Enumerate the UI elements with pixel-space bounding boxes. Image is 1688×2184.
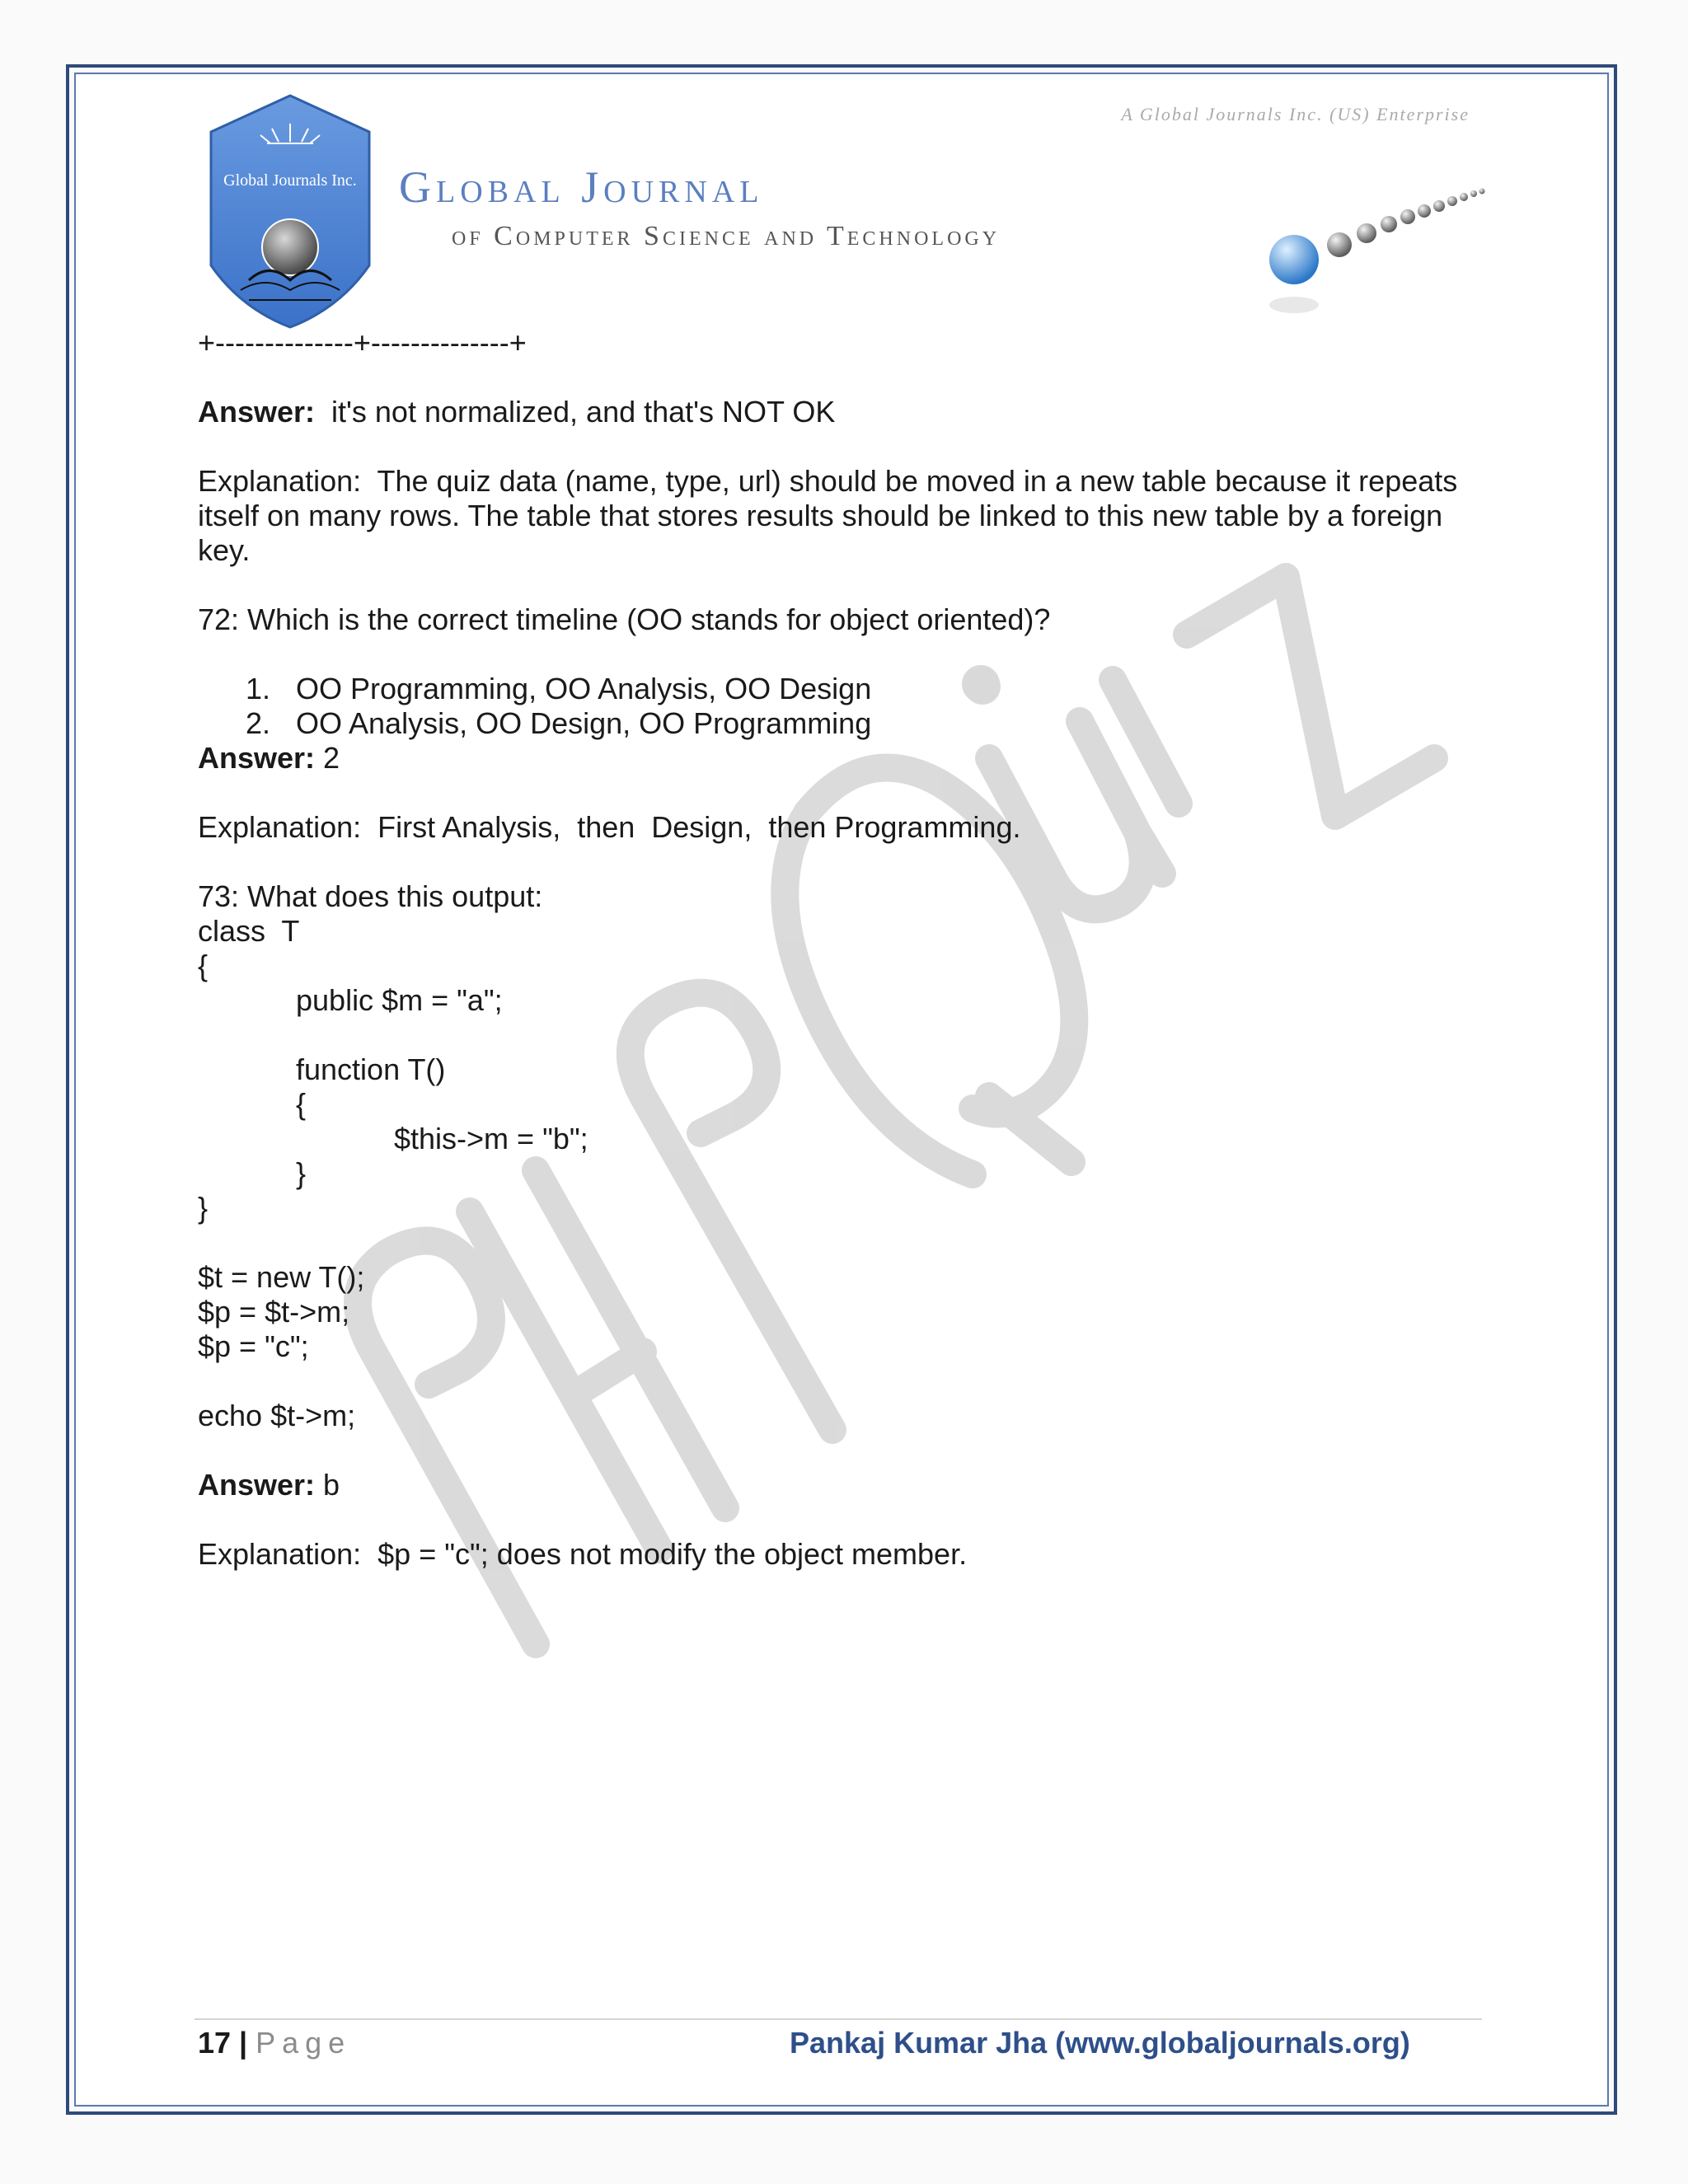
page-separator: |	[231, 2026, 256, 2060]
q73-code-block	[198, 914, 1484, 1433]
q71-answer	[198, 395, 1484, 429]
code-blank-line	[198, 1018, 1484, 1052]
answer-text: b	[315, 1468, 340, 1502]
code-line: }	[198, 1191, 209, 1225]
code-blank-line	[198, 1364, 1484, 1399]
q72-option-2	[198, 706, 1484, 741]
table-border-line: +--------------+--------------+	[198, 326, 527, 359]
code-line: class T	[198, 914, 300, 948]
code-line: $p = $t->m;	[198, 1295, 350, 1329]
journal-title: Global Journal	[399, 162, 764, 212]
q72-explanation: Explanation: First Analysis, then Design, then Programming.	[198, 810, 1021, 844]
footer-author: Pankaj Kumar Jha (www.globaljournals.org)	[790, 2026, 1410, 2060]
global-journals-logo	[199, 92, 381, 331]
option-text: OO Analysis, OO Design, OO Programming	[296, 706, 872, 740]
answer-label: Answer:	[198, 395, 316, 429]
answer-label: Answer:	[198, 1468, 316, 1502]
q73-answer	[198, 1468, 1484, 1502]
code-line: $this->m = "b";	[394, 1122, 588, 1155]
answer-text: 2	[315, 741, 340, 775]
q73-explanation: Explanation: $p = "c"; does not modify the object member.	[198, 1537, 968, 1571]
q72-option-1	[198, 672, 1484, 706]
footer-page-number	[198, 2026, 351, 2060]
footer-divider	[195, 2018, 1482, 2020]
code-line: echo $t->m;	[198, 1399, 356, 1432]
q71-explanation-line-3: key.	[198, 533, 251, 567]
answer-text: it's not normalized, and that's NOT OK	[315, 395, 836, 429]
q73-question: 73: What does this output:	[198, 879, 543, 913]
document-body	[198, 326, 1484, 1572]
decorative-spheres-image	[1261, 169, 1492, 334]
q71-explanation-line-1: Explanation: The quiz data (name, type, url) should be moved in a new table because it repeats	[198, 464, 1458, 498]
answer-label: Answer:	[198, 741, 316, 775]
q72-question: 72: Which is the correct timeline (OO stands for object oriented)?	[198, 602, 1051, 636]
code-line: {	[296, 1087, 307, 1121]
page-word: Page	[256, 2026, 352, 2060]
option-number: 2.	[246, 706, 271, 740]
code-blank-line	[198, 1226, 1484, 1260]
code-line: $p = "c";	[198, 1329, 309, 1363]
option-text: OO Programming, OO Analysis, OO Design	[296, 672, 872, 705]
enterprise-tagline: A Global Journals Inc. (US) Enterprise	[1121, 104, 1470, 124]
code-line: {	[198, 949, 209, 982]
q72-answer	[198, 741, 1484, 776]
logo-label: Global Journals Inc.	[223, 171, 357, 190]
code-line: }	[296, 1156, 307, 1190]
journal-subtitle: of Computer Science and Technology	[452, 221, 1001, 251]
code-line: $t = new T();	[198, 1260, 365, 1294]
page-number: 17	[198, 2026, 232, 2060]
option-number: 1.	[246, 672, 271, 705]
code-line: function T()	[296, 1052, 446, 1086]
q71-explanation-line-2: itself on many rows. The table that stores results should be linked to this new table by a foreign	[198, 499, 1443, 532]
code-line: public $m = "a";	[296, 983, 503, 1017]
